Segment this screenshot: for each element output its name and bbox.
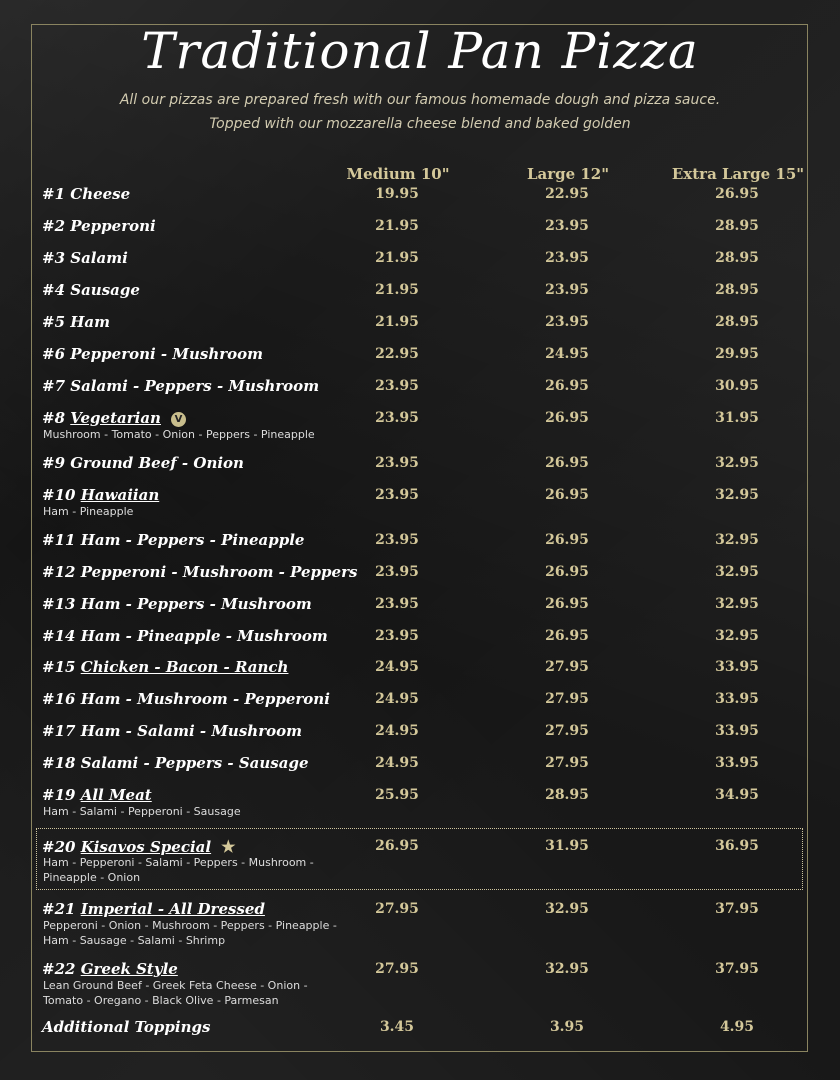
price-large: 26.95 (545, 628, 589, 644)
menu-item-name (42, 345, 263, 363)
menu-item-name (42, 454, 244, 472)
price-medium: 26.95 (375, 838, 419, 854)
menu-item-description: Pepperoni - Onion - Mushroom - Peppers - Pineapple - Ham - Sausage - Salami - Shrimp (43, 919, 337, 947)
menu-item-title: Ham - Pineapple - Mushroom (80, 627, 328, 645)
price-large: 27.95 (545, 691, 589, 707)
menu-item-title: Kisavos Special (80, 838, 212, 856)
price-extra-large: 28.95 (715, 218, 759, 234)
price-extra-large: 32.95 (715, 487, 759, 503)
menu-item-number: #10 (42, 486, 76, 504)
menu-item-title: Cheese (70, 185, 131, 203)
menu-item-title: Ham - Mushroom - Pepperoni (80, 690, 330, 708)
price-large: 26.95 (545, 378, 589, 394)
menu-item-name (42, 627, 328, 645)
menu-item-title: Pepperoni - Mushroom - Peppers (80, 563, 358, 581)
price-medium: 22.95 (375, 346, 419, 362)
price-medium: 27.95 (375, 961, 419, 977)
price-extra-large: 34.95 (715, 787, 759, 803)
menu-item-title: Imperial - All Dressed (80, 900, 265, 918)
price-medium: 23.95 (375, 487, 419, 503)
price-extra-large: 32.95 (715, 455, 759, 471)
price-extra-large: 32.95 (715, 532, 759, 548)
menu-subtitle-line2: Topped with our mozzarella cheese blend and baked golden (209, 116, 631, 132)
price-medium: 23.95 (375, 628, 419, 644)
menu-item-name (42, 786, 152, 804)
menu-item-title: Hawaiian (80, 486, 160, 504)
price-extra-large: 26.95 (715, 186, 759, 202)
menu-item-number: #6 (42, 345, 66, 363)
menu-item-number: #15 (42, 658, 76, 676)
menu-item-number: #14 (42, 627, 76, 645)
menu-item-name (42, 249, 128, 267)
menu-item-title: Sausage (70, 281, 140, 299)
menu-item-number: #22 (42, 960, 76, 978)
menu-item-name (42, 531, 304, 549)
price-large: 26.95 (545, 564, 589, 580)
menu-item-name (42, 960, 178, 978)
menu-item-name (42, 837, 235, 856)
price-large: 28.95 (545, 787, 589, 803)
price-extra-large: 4.95 (719, 1019, 755, 1035)
star-icon: ★ (221, 837, 236, 856)
price-medium: 24.95 (375, 755, 419, 771)
menu-item-title: Pepperoni (70, 217, 156, 235)
price-large: 26.95 (545, 410, 589, 426)
menu-item-title: Ham - Peppers - Mushroom (80, 595, 312, 613)
menu-item-number: #8 (42, 409, 66, 427)
price-medium: 23.95 (375, 410, 419, 426)
menu-item-name (42, 1018, 210, 1036)
menu-item-number: #16 (42, 690, 76, 708)
price-medium: 23.95 (375, 378, 419, 394)
menu-item-description: Lean Ground Beef - Greek Feta Cheese - Onion - Tomato - Oregano - Black Olive - Parmesan (43, 979, 308, 1007)
price-extra-large: 31.95 (715, 410, 759, 426)
column-header-extra-large: Extra Large 15" (671, 165, 805, 183)
price-extra-large: 32.95 (715, 564, 759, 580)
price-extra-large: 29.95 (715, 346, 759, 362)
price-large: 27.95 (545, 723, 589, 739)
menu-item-name (42, 754, 309, 772)
menu-item-title: Salami - Peppers - Mushroom (70, 377, 320, 395)
price-large: 32.95 (545, 961, 589, 977)
menu-item-number: #19 (42, 786, 76, 804)
menu-item-number: #4 (42, 281, 66, 299)
menu-item-name (42, 658, 288, 676)
price-large: 3.95 (549, 1019, 585, 1035)
menu-item-title: Ground Beef - Onion (70, 454, 244, 472)
price-extra-large: 32.95 (715, 596, 759, 612)
menu-item-name (42, 313, 110, 331)
price-large: 32.95 (545, 901, 589, 917)
price-medium: 19.95 (375, 186, 419, 202)
price-large: 23.95 (545, 314, 589, 330)
column-header-large: Large 12" (526, 165, 610, 183)
price-medium: 23.95 (375, 532, 419, 548)
menu-item-number: #5 (42, 313, 66, 331)
menu-item-title: Ham (70, 313, 111, 331)
price-extra-large: 33.95 (715, 659, 759, 675)
menu-item-name (42, 900, 265, 918)
menu-item-description: Ham - Pineapple (43, 505, 134, 518)
vegetarian-badge-icon: V (171, 412, 186, 427)
menu-item-name (42, 409, 186, 427)
menu-item-number: #21 (42, 900, 76, 918)
menu-item-number: #17 (42, 722, 76, 740)
price-extra-large: 32.95 (715, 628, 759, 644)
menu-item-name (42, 563, 357, 581)
price-medium: 21.95 (375, 250, 419, 266)
price-large: 27.95 (545, 755, 589, 771)
price-large: 22.95 (545, 186, 589, 202)
price-extra-large: 28.95 (715, 282, 759, 298)
price-medium: 25.95 (375, 787, 419, 803)
menu-item-description: Ham - Salami - Pepperoni - Sausage (43, 805, 241, 818)
menu-item-title: Salami (70, 249, 128, 267)
menu-item-title: Chicken - Bacon - Ranch (80, 658, 289, 676)
price-large: 24.95 (545, 346, 589, 362)
menu-item-title: Vegetarian (70, 409, 161, 427)
price-large: 26.95 (545, 455, 589, 471)
price-medium: 24.95 (375, 723, 419, 739)
price-medium: 21.95 (375, 218, 419, 234)
price-large: 23.95 (545, 218, 589, 234)
menu-item-number: #11 (42, 531, 76, 549)
menu-item-name (42, 690, 330, 708)
price-large: 27.95 (545, 659, 589, 675)
menu-item-title: Salami - Peppers - Sausage (80, 754, 309, 772)
price-extra-large: 28.95 (715, 250, 759, 266)
menu-item-title: Pepperoni - Mushroom (70, 345, 264, 363)
menu-item-number: #2 (42, 217, 66, 235)
menu-item-number: #20 (42, 838, 76, 856)
menu-item-name (42, 486, 159, 504)
menu-item-title: Additional Toppings (42, 1018, 211, 1036)
menu-subtitle-line1: All our pizzas are prepared fresh with our famous homemade dough and pizza sauce. (119, 92, 721, 108)
menu-item-number: #1 (42, 185, 66, 203)
column-header-medium: Medium 10" (346, 165, 450, 183)
price-large: 23.95 (545, 250, 589, 266)
menu-item-number: #13 (42, 595, 76, 613)
price-medium: 21.95 (375, 314, 419, 330)
price-extra-large: 37.95 (715, 961, 759, 977)
menu-item-name (42, 722, 302, 740)
price-large: 31.95 (545, 838, 589, 854)
price-extra-large: 28.95 (715, 314, 759, 330)
price-medium: 24.95 (375, 659, 419, 675)
menu-item-title: Ham - Peppers - Pineapple (80, 531, 305, 549)
price-medium: 24.95 (375, 691, 419, 707)
menu-item-title: All Meat (80, 786, 152, 804)
menu-item-title: Greek Style (80, 960, 178, 978)
price-extra-large: 33.95 (715, 691, 759, 707)
menu-item-description: Ham - Pepperoni - Salami - Peppers - Mushroom - Pineapple - Onion (43, 856, 314, 884)
menu-item-number: #3 (42, 249, 66, 267)
menu-item-description: Mushroom - Tomato - Onion - Peppers - Pineapple (43, 428, 315, 441)
price-medium: 23.95 (375, 596, 419, 612)
price-medium: 3.45 (379, 1019, 415, 1035)
price-large: 26.95 (545, 596, 589, 612)
menu-item-title: Ham - Salami - Mushroom (80, 722, 302, 740)
menu-item-name (42, 281, 140, 299)
menu-item-name (42, 377, 319, 395)
price-large: 23.95 (545, 282, 589, 298)
menu-item-name (42, 217, 156, 235)
price-medium: 23.95 (375, 455, 419, 471)
price-extra-large: 37.95 (715, 901, 759, 917)
menu-item-number: #7 (42, 377, 66, 395)
price-extra-large: 33.95 (715, 723, 759, 739)
price-extra-large: 36.95 (715, 838, 759, 854)
menu-item-number: #9 (42, 454, 66, 472)
menu-item-number: #18 (42, 754, 76, 772)
price-extra-large: 30.95 (715, 378, 759, 394)
menu-item-name (42, 595, 312, 613)
menu-title: Traditional Pan Pizza (141, 22, 699, 80)
price-medium: 27.95 (375, 901, 419, 917)
price-medium: 23.95 (375, 564, 419, 580)
price-medium: 21.95 (375, 282, 419, 298)
menu-item-number: #12 (42, 563, 76, 581)
price-extra-large: 33.95 (715, 755, 759, 771)
price-large: 26.95 (545, 532, 589, 548)
menu-item-name (42, 185, 130, 203)
price-large: 26.95 (545, 487, 589, 503)
